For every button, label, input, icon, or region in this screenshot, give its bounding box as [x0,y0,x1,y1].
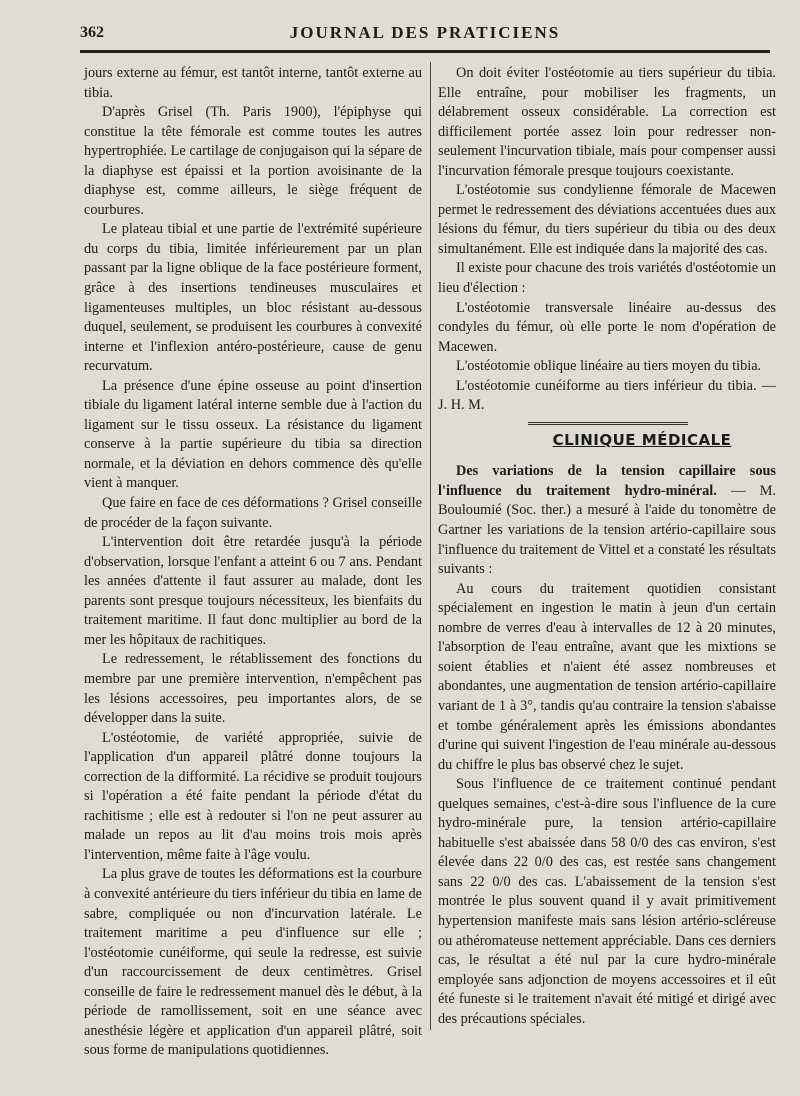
paragraph: L'ostéotomie oblique linéaire au tiers moyen du tibia. [456,358,762,375]
article-lead: — M. Bouloumié (Soc. ther.) a mesuré à l'aide du tonomètre de Gartner les variations de la tension artério-capillaire sous l'influence du traitement de Vittel et a constaté les résultats suivants : [438,482,777,578]
journal-title: JOURNAL DES PRATICIENS [289,23,561,42]
paragraph: L'ostéotomie, de variété appropriée, suivie de l'application d'un appareil plâtré donne toujours la correction de la difformité. La récidive se produit toujours si l'opération a été faite pendant la période d'état du rachitisme ; elle est à redouter si l'on ne peut assurer au malade un repos au lit d'au moins trois mois après l'intervention, même faite à l'âge voulu. [84,729,422,863]
paragraph: Au cours du traitement quotidien consistant spécialement en ingestion le matin à jeun d'un certain nombre de verres d'eau à intervalles de 12 à 20 minutes, l'absorption de l'eau entraîne, avant que les mixtions se soient établies et n'aient été assez nombreuses et abondantes, une augmentation de tension artério-capillaire variant de 1 à 3°, tandis qu'au contraire la tension s'abaisse et tombe généralement après les émissions abondantes d'urine qui suivent l'ingestion de l'eau minérale au-dessous du chiffre le plus bas observé chez le sujet. [438,580,776,773]
paragraph: Sous l'influence de ce traitement continué pendant quelques semaines, c'est-à-dire sous l'influence de la cure hydro-minérale pure, la tension artério-capillaire habituelle s'est abaissée dans 58 0/0 des cas environ, s'est élevée dans 22 0/0 des cas, est restée sans changement sans 22 0/0 des cas. L'abaissement de la tension s'est montrée le plus souvent quand il y avait primitivement hypertension manifeste mais sans lésion artério-scléreuse ou athéromateuse nettement appréciable. Dans ces derniers cas, le résultat a été nul par la cure hydro-minérale employée sans adjonction de moyens accessoires et il eût été funeste si le traitement n'avait été mitigé et dirigé avec des précautions spéciales. [438,776,776,1027]
paragraph: Il existe pour chacune des trois variétés d'ostéotomie un lieu d'élection : [438,260,776,297]
page-number: 362 [80,24,104,41]
left-column [84,64,422,1061]
paragraph: L'intervention doit être retardée jusqu'à la période d'observation, lorsque l'enfant a atteint 6 ou 7 ans. Pendant les années d'attente il faut assurer au malade, dont les parents sont presque toujours nécessiteux, les bienfaits du traitement maritime. Il faut donc multiplier au bord de la mer les hôpitaux de rachitiques. [84,534,422,648]
paragraph: L'ostéotomie cunéiforme au tiers inférieur du tibia. — J. H. M. [438,377,776,414]
column-divider [430,62,431,1030]
paragraph: D'après Grisel (Th. Paris 1900), l'épiphyse qui constitue la tête fémorale est comme toutes les autres hypertrophiée. Le cartilage de conjugaison qui la sépare de la diaphyse est épaissi et la portion avoisinante de la diaphyse est, comme ailleurs, le siège fréquent de courbures. [84,104,422,218]
paragraph: La présence d'une épine osseuse au point d'insertion tibiale du ligament latéral interne semble due à l'action du ligament sur le tissu osseux. La résistance du ligament conserve à la partie supérieure du tibia sa direction normale, et la déviation en dehors commence dès qu'elle vient à manquer. [84,377,422,492]
paragraph: Le plateau tibial et une partie de l'extrémité supérieure du corps du tibia, limitée inférieurement par un plan passant par la ligne oblique de la face postérieure forment, grâce à des insertions tendineuses musculaires et ligamenteuses multiples, un bloc résistant au-dessous duquel, seulement, se produisent les courbures à convexité interne et l'inflexion antéro-postérieure, cause de genu recurvatum. [84,221,422,375]
paragraph: Que faire en face de ces déformations ? Grisel conseille de procéder de la façon suivante. [84,495,422,531]
paragraph: L'ostéotomie sus condylienne fémorale de Macewen permet le redressement des déviations accentuées dues aux lésions du fémur, du tiers supérieur du tibia ou des deux simultanément. Elle est indiquée dans la majorité des cas. [438,182,776,257]
section-title: CLINIQUE MÉDICALE [552,430,732,449]
header-rule [80,50,770,53]
paragraph: Le redressement, le rétablissement des fonctions du membre par une première intervention, n'empêchent pas les lésions accessoires, peu importantes alors, de se développer dans la suite. [84,651,422,727]
page-header [80,18,770,48]
paragraph: jours externe au fémur, est tantôt interne, tantôt externe au tibia. [84,65,422,101]
paragraph: La plus grave de toutes les déformations est la courbure à convexité antérieure du tiers inférieur du tibia en lame de sabre, compliquée ou non d'incurvation latérale. Le traitement maritime a peu d'influence sur elle ; l'ostéotomie cunéiforme, qui seule la redresse, est suivie d'un raccourcissement de deux centimètres. Grisel conseille de faire le redressement manuel dès le début, à la période de ramollissement, soit en une séance avec anesthésie légère et application d'un appareil plâtré, soit sous forme de manipulations quotidiennes. [84,866,422,1059]
right-column [438,64,776,1029]
paragraph: On doit éviter l'ostéotomie au tiers supérieur du tibia. Elle entraîne, pour mobiliser les fragments, un délabrement osseux considérable. La correction est difficilement portée assez loin pour redresser non-seulement l'incurvation tibiale, mais pour compenser aussi l'incurvation fémorale presque toujours coexistante. [438,65,776,179]
section-separator [528,422,688,425]
article-intro [438,462,776,579]
paragraph: L'ostéotomie transversale linéaire au-dessus des condyles du fémur, où elle porte le nom d'opération de Macewen. [438,299,776,355]
article-title: Des variations de la tension capillaire sous l'influence du traitement hydro-minéral. [438,463,776,499]
